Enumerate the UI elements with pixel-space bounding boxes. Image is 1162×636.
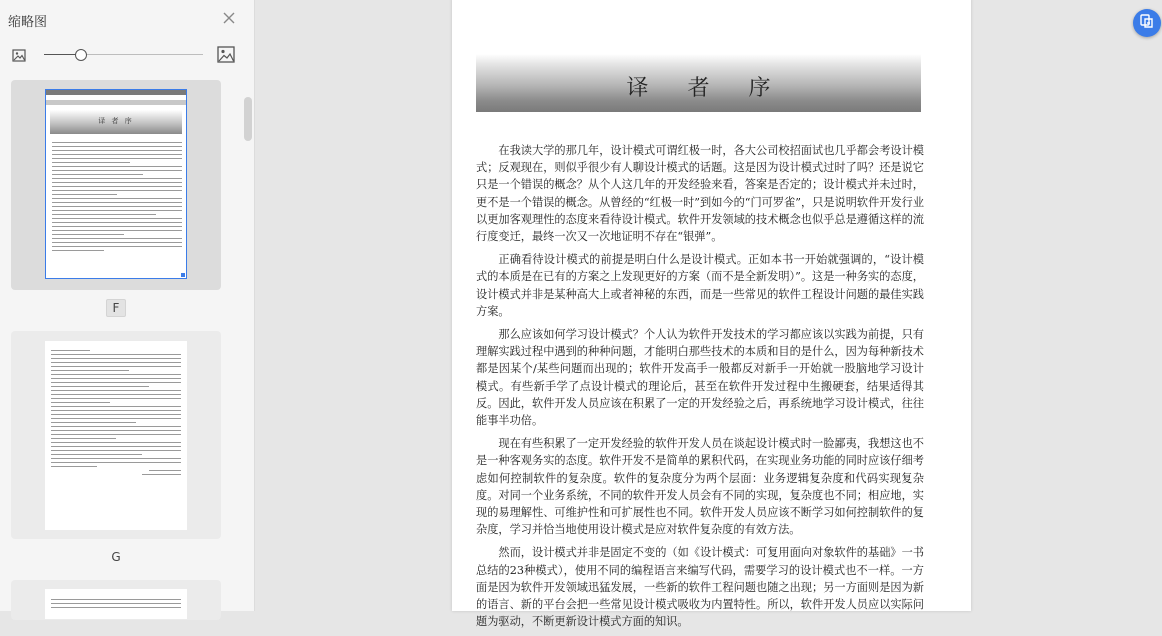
document-page [452,0,971,629]
paragraph: 那么应该如何学习设计模式？个人认为软件开发技术的学习都应该以实践为前提，只有理解实践过程中遇到的种种问题，才能明白那些技术的本质和目的是什么，因为每种新技术都是因某个/某些问题而出现的；软件开发高手一般都反对新手一开始就一股脑地学习设计模式。有些新手学了点设计模式的理论后，甚至在软件开发过程中生搬硬套，结果适得其反。因此，软件开发人员应该在积累了一定的开发经验之后，再系统地学习设计模式，往往能事半功倍。 [476,328,924,428]
chapter-header-band [476,54,921,112]
paragraph: 然而，设计模式并非是固定不变的（如《设计模式：可复用面向对象软件的基础》一书总结的23种模式），使用不同的编程语言来编写代码，需要学习的设计模式也不一样。一方面是因为软件开发领域迅猛发展，一些新的软件工程问题也随之出现；另一方面则是因为新的语言、新的平台会把一些常见设计模式吸收为内置特性。所以，软件开发人员应以实际问题为驱动，不断更新设计模式方面的知识。 [476,546,924,629]
sidebar-scrollbar[interactable] [244,97,252,141]
document-viewer[interactable] [256,0,1162,629]
thumbnail-text-lines [52,142,182,254]
thumbnail-page-f[interactable] [11,80,221,290]
close-icon[interactable] [221,11,237,27]
page-body [476,142,924,636]
zoom-slider[interactable] [44,54,203,55]
thumbnail-page-preview [45,89,187,279]
thumbnail-text-lines [51,350,181,478]
thumbnail-label-f: F [0,299,232,317]
thumbnail-label-g: G [111,550,121,564]
document-tool-icon [1139,13,1155,33]
image-large-icon[interactable] [217,46,235,67]
thumbnail-title: 译 者 序 [98,117,134,125]
page-tool-button[interactable] [1133,9,1161,37]
paragraph: 在我读大学的那几年，设计模式可谓红极一时，各大公司校招面试也几乎都会考设计模式；反观现在，则似乎很少有人聊设计模式的话题。这是因为设计模式过时了吗？还是说它只是一个错误的概念？从个人这几年的开发经验来看，答案是否定的；设计模式并未过时，更不是一个错误的概念。从曾经的“红极一时”到如今的“门可罗雀”，只是说明软件开发行业以更加客观理性的态度来看待设计模式。软件开发领域的技术概念也似乎总是遵循这样的流行度变迁，最终一次又一次地证明不存在“银弹”。 [476,144,925,244]
paragraph: 现在有些积累了一定开发经验的软件开发人员在谈起设计模式时一脸鄙夷，我想这也不是一种客观务实的态度。软件开发不是简单的累积代码，在实现业务功能的同时应该仔细考虑如何控制软件的复杂度。软件的复杂度分为两个层面：业务逻辑复杂度和代码实现复杂度。对同一个业务系统，不同的软件开发人员会有不同的实现，复杂度也不同；相应地，实现的易理解性、可维护性和可扩展性也不同。软件开发人员应该不断学习如何控制软件的复杂度，学习并恰当地使用设计模式是应对软件复杂度的有效方法。 [476,437,924,537]
sidebar-title: 缩略图 [8,15,48,30]
thumbnail-sidebar [0,0,255,611]
thumbnail-page-next[interactable] [11,580,221,620]
image-small-icon[interactable] [12,47,26,66]
thumbnail-page-preview [45,589,187,619]
zoom-control [0,44,255,66]
thumbnail-page-preview [45,341,187,530]
thumbnail-page-g[interactable] [11,331,221,539]
paragraph: 正确看待设计模式的前提是明白什么是设计模式。正如本书一开始就强调的，“设计模式的本质是在已有的方案之上发现更好的方案（而不是全新发明）”。这是一种务实的态度，设计模式并非是某种高大上或者神秘的东西，而是一些常见的软件工程设计问题的最佳实践方案。 [476,253,924,318]
page-title: 译 者 序 [626,76,787,101]
zoom-slider-thumb[interactable] [75,49,87,61]
